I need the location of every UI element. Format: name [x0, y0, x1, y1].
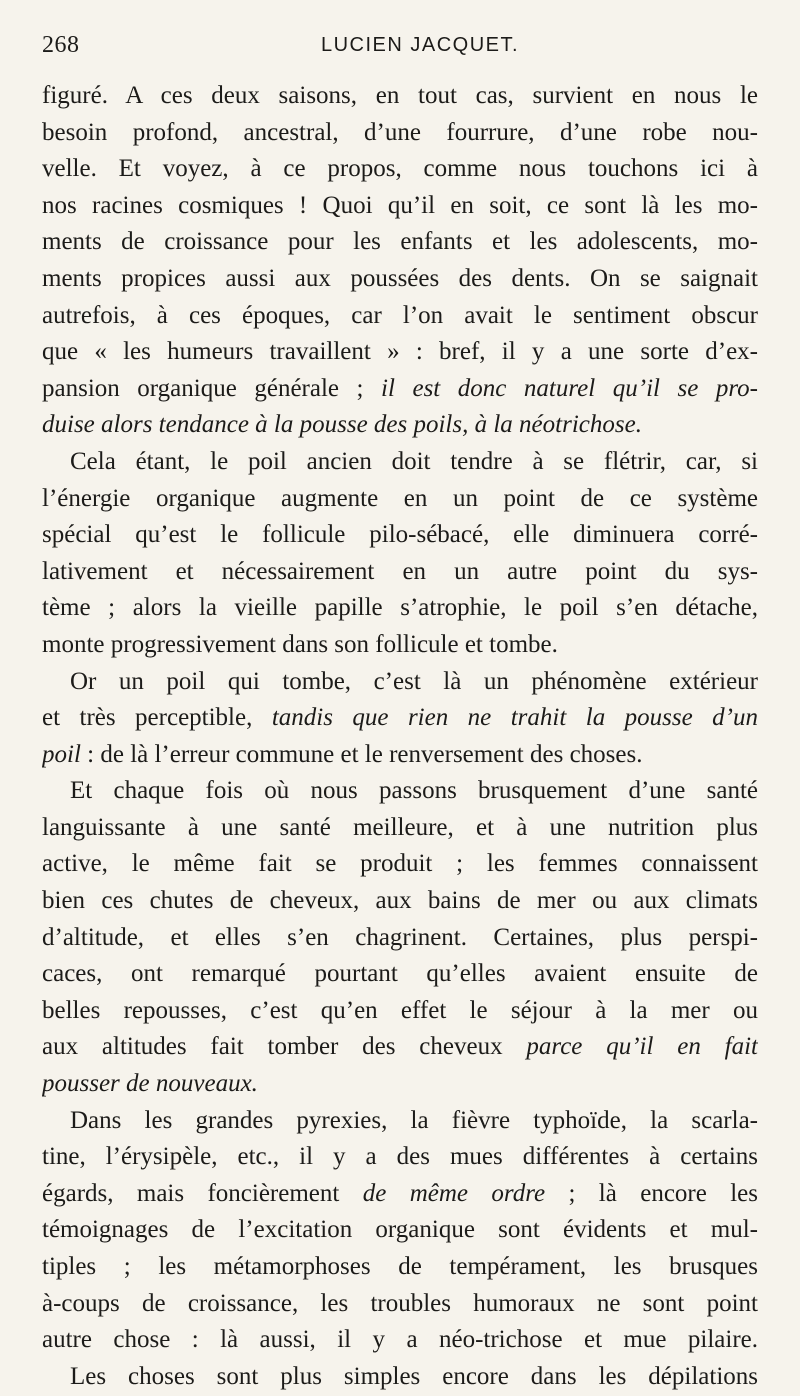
text-run: autre chose : là aussi, il y a néo-trichose et mue pilaire. [42, 1326, 758, 1354]
text-run: ments propices aussi aux poussées des dents. On se saignait [42, 264, 758, 292]
text-line [42, 590, 758, 627]
italic-text: tandis que rien ne trahit la pousse d’un [271, 704, 758, 732]
text-line [42, 773, 758, 810]
text-run: pansion organique générale ; [42, 374, 382, 402]
text-line [42, 224, 758, 261]
text-run: Cela étant, le poil ancien doit tendre à se flétrir, car, si [70, 447, 758, 475]
text-line [42, 1286, 758, 1323]
text-run: besoin profond, ancestral, d’une fourrure, d’une robe nou- [42, 118, 758, 146]
text-run: bien ces chutes de cheveux, aux bains de mer ou aux climats [42, 887, 758, 915]
text-line [42, 151, 758, 188]
text-run: ; là encore les [545, 1179, 758, 1207]
text-line [42, 883, 758, 920]
text-line [42, 1139, 758, 1176]
text-run: ments de croissance pour les enfants et les adolescents, mo- [42, 228, 758, 256]
text-run: à-coups de croissance, les troubles humoraux ne sont point [42, 1289, 758, 1317]
italic-text: il est donc naturel qu’il se pro- [381, 374, 758, 402]
text-line [42, 664, 758, 701]
text-run: égards, mais foncièrement [42, 1179, 363, 1207]
text-line [42, 481, 758, 518]
text-run: belles repousses, c’est qu’en effet le séjour à la mer ou [42, 996, 758, 1024]
running-head: LUCIEN JACQUET. [320, 34, 520, 56]
text-line [42, 115, 758, 152]
text-line [42, 517, 758, 554]
text-line [42, 371, 758, 408]
text-run: languissante à une santé meilleure, et à une nutrition plus [42, 813, 758, 841]
text-line [42, 1029, 758, 1066]
italic-text: parce qu’il en fait [526, 1033, 758, 1061]
text-line [42, 444, 758, 481]
text-run: et très perceptible, [42, 704, 272, 732]
text-line [42, 846, 758, 883]
text-run: l’énergie organique augmente en un point de ce système [42, 484, 758, 512]
text-run: monte progressivement dans son follicule et tombe. [42, 630, 558, 658]
text-line [42, 810, 758, 847]
text-run: Or un poil qui tombe, c’est là un phénomène extérieur [70, 667, 758, 695]
text-run: Les choses sont plus simples encore dans les dépilations [70, 1362, 758, 1390]
text-line [42, 298, 758, 335]
text-line [42, 627, 758, 664]
italic-text: poil [42, 740, 81, 768]
text-run: caces, ont remarqué pourtant qu’elles avaient ensuite de [42, 960, 758, 988]
text-run: nos racines cosmiques ! Quoi qu’il en soit, ce sont là les mo- [42, 191, 758, 219]
text-line [42, 261, 758, 298]
text-run: tème ; alors la vieille papille s’atrophie, le poil s’en détache, [42, 594, 758, 622]
text-line [42, 737, 758, 774]
text-run: d’altitude, et elles s’en chagrinent. Certaines, plus perspi- [42, 923, 758, 951]
page-number: 268 [42, 32, 80, 58]
text-run: velle. Et voyez, à ce propos, comme nous touchons ici à [42, 155, 758, 183]
italic-text: pousser de nouveaux. [42, 1070, 258, 1098]
text-line [42, 956, 758, 993]
text-run: tine, l’érysipèle, etc., il y a des mues différentes à certains [42, 1143, 758, 1171]
text-line [42, 334, 758, 371]
text-line [42, 188, 758, 225]
text-line [42, 554, 758, 591]
text-line [42, 700, 758, 737]
text-line [42, 1249, 758, 1286]
text-run: tiples ; les métamorphoses de tempérament, les brusques [42, 1253, 758, 1280]
text-run: active, le même fait se produit ; les femmes connaissent [42, 850, 758, 878]
text-run: témoignages de l’excitation organique sont évidents et mul- [42, 1216, 758, 1244]
text-run: lativement et nécessairement en un autre point du sys- [42, 557, 758, 585]
text-line [42, 1359, 758, 1396]
text-line [42, 1212, 758, 1249]
text-line [42, 1322, 758, 1359]
body-text [42, 78, 758, 1395]
italic-text: de même ordre [362, 1179, 546, 1207]
text-line [42, 407, 758, 444]
text-line [42, 1066, 758, 1103]
text-line [42, 993, 758, 1030]
italic-text: duise alors tendance à la pousse des poils, à la néotrichose. [42, 411, 642, 439]
text-run: : de là l’erreur commune et le renversement des choses. [80, 740, 643, 768]
text-line [42, 1103, 758, 1140]
text-run: aux altitudes fait tomber des cheveux [42, 1033, 527, 1061]
text-run: Dans les grandes pyrexies, la fièvre typhoïde, la scarla- [70, 1106, 758, 1134]
page-header [42, 30, 758, 64]
text-run: Et chaque fois où nous passons brusquement d’une santé [70, 777, 758, 805]
text-line [42, 78, 758, 115]
text-run: spécial qu’est le follicule pilo-sébacé, elle diminuera corré- [42, 521, 758, 549]
text-run: autrefois, à ces époques, car l’on avait le sentiment obscur [42, 301, 758, 329]
text-line [42, 920, 758, 957]
text-line [42, 1176, 758, 1213]
text-run: figuré. A ces deux saisons, en tout cas, survient en nous le [42, 82, 758, 109]
text-run: que « les humeurs travaillent » : bref, il y a une sorte d’ex- [42, 338, 758, 366]
